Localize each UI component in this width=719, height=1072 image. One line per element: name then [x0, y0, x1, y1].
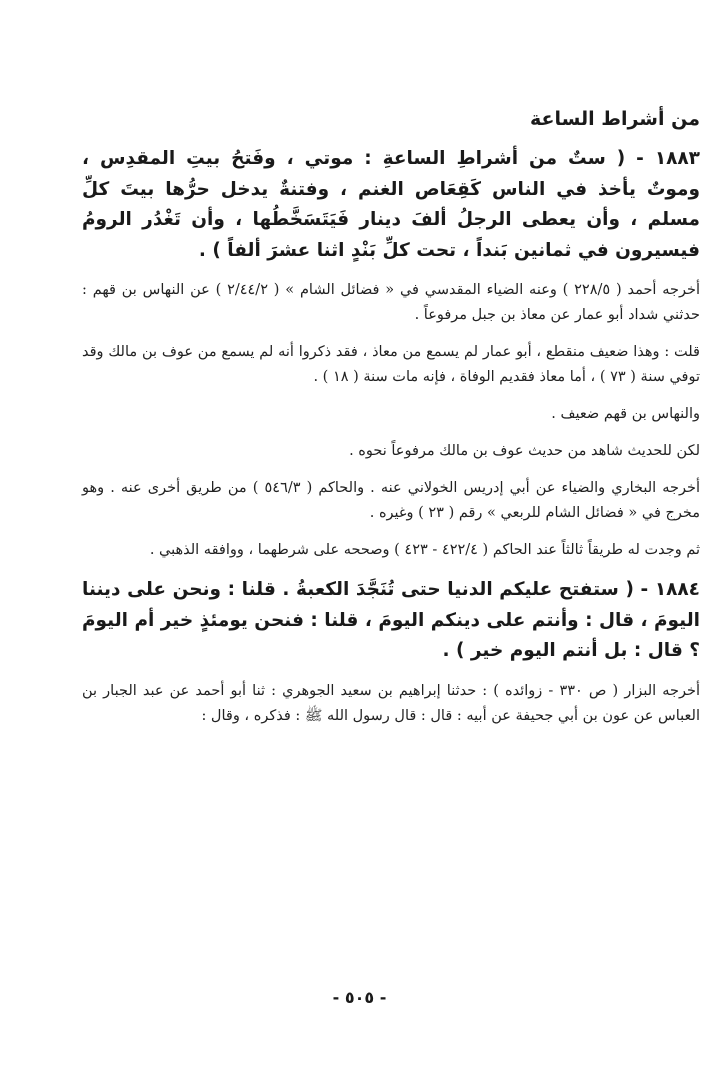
hadith-text: - ( ستٌ من أشراطِ الساعةِ : موتي ، وفَتحُ بيتِ المقدِس ، وموتٌ يأخذ في الناس كَقِعَاص الغنم ، وفتنةٌ يدخل حرُّها بيتَ كلِّ مسلم ، وأن يعطى الرجلُ ألفَ دينار فَيَتَسَخَّطُها ، وأن تَغْدُر الرومُ فيسيرون في ثمانين بَنداً ، تحت كلِّ بَنْدٍ اثنا عشرَ ألفاً ) .: [82, 148, 700, 261]
page-body: [82, 104, 700, 741]
commentary-paragraph: ثم وجدت له طريقاً ثالثاً عند الحاكم ( ٤٢٢/٤ - ٤٢٣ ) وصححه على شرطهما ، ووافقه الذهبي .: [149, 542, 700, 558]
commentary-paragraph: لكن للحديث شاهد من حديث عوف بن مالك مرفوعاً نحوه .: [349, 443, 700, 459]
hadith-1883: [82, 144, 700, 266]
hadith-1884: [82, 575, 700, 667]
commentary-paragraph: قلت : وهذا ضعيف منقطع ، أبو عمار لم يسمع من معاذ ، فقد ذكروا أنه لم يسمع من عوف بن مالك وقد توفي سنة ( ٧٣ ) ، أما معاذ فقديم الوفاة ، فإنه مات سنة ( ١٨ ) .: [82, 344, 700, 385]
takhrij-paragraph: أخرجه البخاري والضياء عن أبي إدريس الخولاني عنه . والحاكم ( ٥٤٦/٣ ) من طريق أخرى عنه . وهو مخرج في « فضائل الشام للربعي » رقم ( ٢٣ ) وغيره .: [82, 480, 700, 521]
hadith-number: ١٨٨٣: [654, 148, 700, 169]
takhrij-paragraph: أخرجه البزار ( ص ٣٣٠ - زوائده ) : حدثنا إبراهيم بن سعيد الجوهري : ثنا أبو أحمد عن عبد الجبار بن العباس عن عون بن أبي جحيفة عن أبيه : قال : قال رسول الله ﷺ : فذكره ، وقال :: [82, 682, 701, 724]
commentary-paragraph: والنهاس بن قهم ضعيف .: [551, 406, 700, 422]
hadith-text: - ( ستفتح عليكم الدنيا حتى تُنَجَّدَ الكعبةُ . قلنا : ونحن على ديننا اليومَ ، قال : وأنتم على دينكم اليومَ ، قلنا : فنحن يومئذٍ خير أم اليومَ ؟ قال : بل أنتم اليوم خير ) .: [82, 579, 700, 661]
page-number: - ٥٠٥ -: [332, 988, 387, 1007]
hadith-number: ١٨٨٤: [654, 579, 700, 600]
takhrij-paragraph: أخرجه أحمد ( ٢٢٨/٥ ) وعنه الضياء المقدسي في « فضائل الشام » ( ٢/٤٤/٢ ) عن النهاس بن قهم : حدثني شداد أبو عمار عن معاذ بن جبل مرفوعاً .: [82, 282, 700, 323]
running-head: من أشراط الساعة: [530, 108, 700, 130]
